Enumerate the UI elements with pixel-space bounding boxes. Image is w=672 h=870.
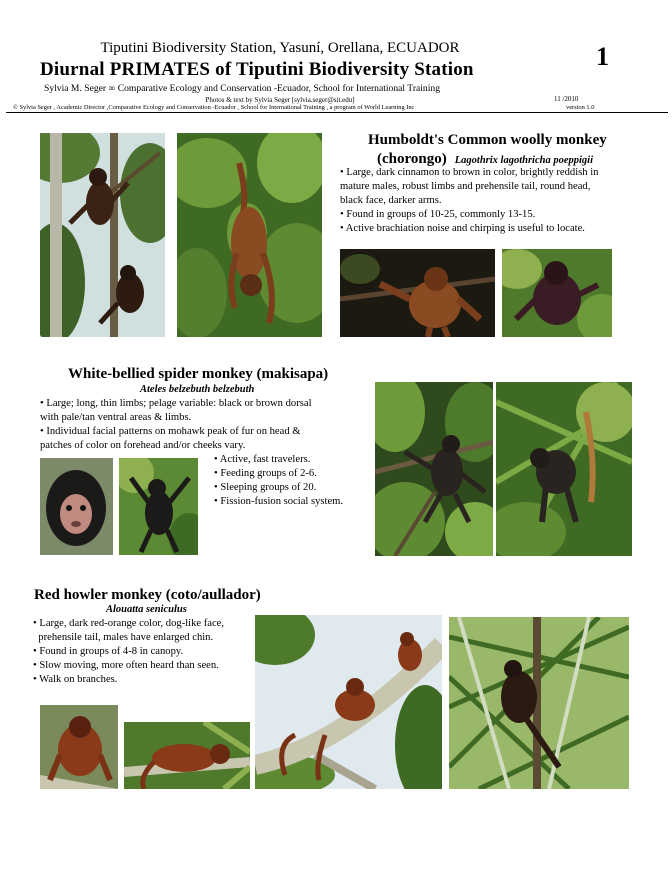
spider-bullet: • Large; long, thin limbs; pelage variable: black or brown dorsal xyxy=(40,398,312,409)
woolly-bullet: • Found in groups of 10-25, commonly 13-15. xyxy=(340,209,536,220)
spider-description-short xyxy=(214,453,343,509)
howler-scientific-name: Alouatta seniculus xyxy=(106,604,187,615)
spider-bullet: • Sleeping groups of 20. xyxy=(214,482,317,493)
spider-bullet: • Feeding groups of 2-6. xyxy=(214,468,317,479)
copyright-line: © Sylvia Seger , Academic Director ,Comparative Ecology and Conservation -Ecuador , School for International Training , a program of World Learning Inc xyxy=(13,104,415,111)
spider-bullet: • Active, fast travelers. xyxy=(214,454,311,465)
woolly-scientific-name: Lagothrix lagothricha poeppigii xyxy=(454,155,593,166)
spider-bullet: patches of color on forehead and/or cheeks vary. xyxy=(40,440,246,451)
woolly-monkey-photo-1 xyxy=(40,133,165,337)
woolly-monkey-photo-2 xyxy=(177,133,322,337)
spider-bullet: with pale/tan ventral areas & limbs. xyxy=(40,412,192,423)
header-divider xyxy=(6,112,668,113)
woolly-monkey-photo-4 xyxy=(502,249,612,337)
woolly-bullet: • Active brachiation noise and chirping is useful to locate. xyxy=(340,223,585,234)
photo-credit: Photos & text by Sylvia Seger [sylvia.seger@sit.edu] xyxy=(205,96,355,104)
spider-monkey-photo-small xyxy=(119,458,198,555)
howler-bullet: • Found in groups of 4-8 in canopy. xyxy=(33,646,184,657)
howler-bullet: • Walk on branches. xyxy=(33,674,118,685)
howler-bullet: • Large, dark red-orange color, dog-like face, xyxy=(33,618,225,629)
howler-description xyxy=(33,617,224,687)
woolly-title-line1: Humboldt's Common woolly monkey xyxy=(368,132,607,148)
spider-bullet: • Fission-fusion social system. xyxy=(214,496,344,507)
howler-monkey-photo-3 xyxy=(255,615,442,789)
spider-scientific-name: Ateles belzebuth belzebuth xyxy=(140,384,255,395)
woolly-common-name: (chorongo) xyxy=(377,151,447,167)
woolly-bullet: • Large, dark cinnamon to brown in color, brightly reddish in xyxy=(340,167,599,178)
woolly-description xyxy=(340,166,598,236)
spider-description xyxy=(40,397,312,453)
howler-monkey-photo-1 xyxy=(40,705,118,789)
howler-monkey-photo-4 xyxy=(449,617,629,789)
woolly-bullet: black face, darker arms. xyxy=(340,195,442,206)
howler-bullet: prehensile tail, males have enlarged chin. xyxy=(33,632,214,643)
version-label: version 1.0 xyxy=(566,104,595,111)
spider-bullet: • Individual facial patterns on mohawk peak of fur on head & xyxy=(40,426,301,437)
howler-title: Red howler monkey (coto/aullador) xyxy=(34,587,261,603)
howler-bullet: • Slow moving, more often heard than seen. xyxy=(33,660,219,671)
spider-monkey-face-photo xyxy=(40,458,113,555)
spider-monkey-photo-2 xyxy=(496,382,632,556)
howler-monkey-photo-2 xyxy=(124,722,250,789)
location-line: Tiputini Biodiversity Station, Yasuní, Orellana, ECUADOR xyxy=(100,40,460,56)
spider-title: White-bellied spider monkey (makisapa) xyxy=(68,366,329,382)
page-title: Diurnal PRIMATES of Tiputini Biodiversity Station xyxy=(40,59,474,80)
woolly-bullet: mature males, robust limbs and prehensile tail, round head, xyxy=(340,181,591,192)
page-number: 1 xyxy=(596,42,609,71)
woolly-monkey-photo-3 xyxy=(340,249,495,337)
date-label: 11 /2010 xyxy=(554,95,579,103)
spider-monkey-photo-1 xyxy=(375,382,493,556)
author-line: Sylvia M. Seger ∞ Comparative Ecology and Conservation -Ecuador, School for International Training xyxy=(44,83,440,94)
